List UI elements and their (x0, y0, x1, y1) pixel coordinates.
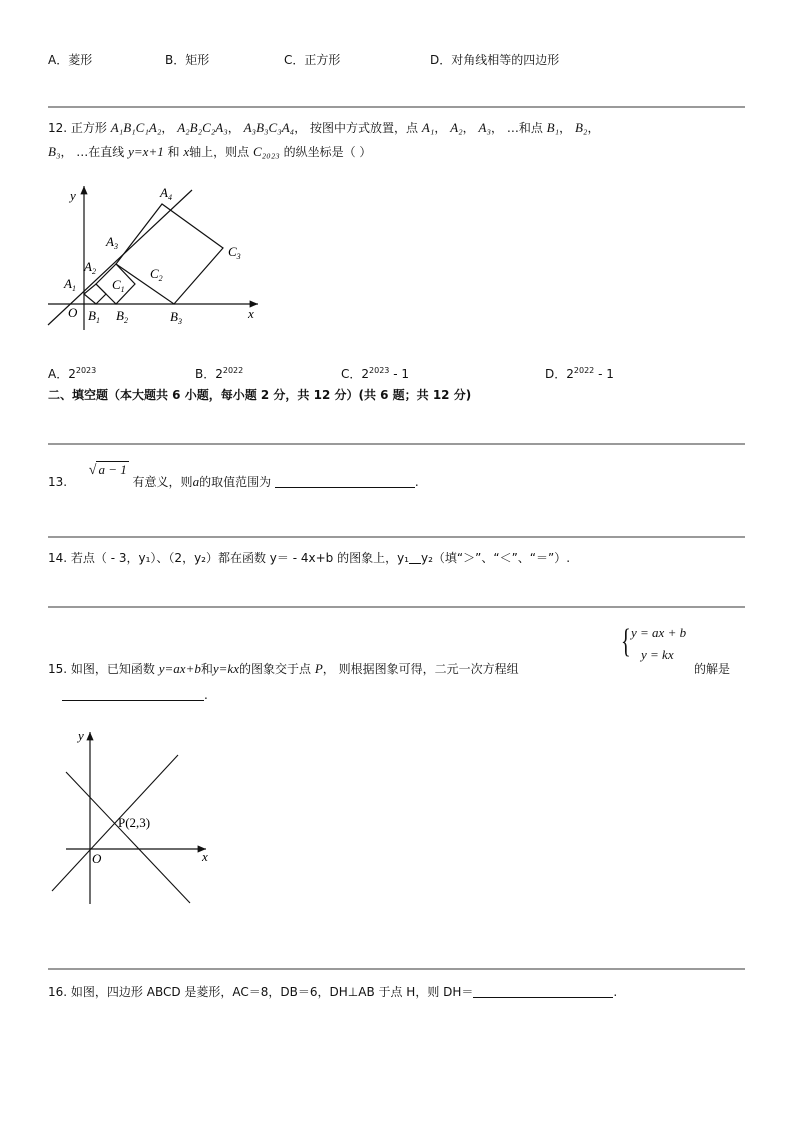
q15-figure (48, 728, 218, 908)
label-c1: $C_1$ (112, 277, 125, 294)
q12-stem-line1: 12. 正方形 A₁B₁C₁A₂， A₂B₂C₂A₃， A₃B₃C₃A₄， 按图中方式放置，点 A₁， A₂， A₃， …和点 B₁， B₂， (48, 120, 600, 135)
q15-answer-line: . (62, 688, 208, 702)
divider (48, 606, 745, 608)
q12-stem-line2: B₃， …在直线 y=x+1 和 x轴上，则点 C₂₀₂₃ 的纵坐标是（ ） (48, 144, 372, 159)
question-number: 14. (48, 551, 68, 565)
y-axis-label: y (78, 728, 84, 743)
square-3 (116, 204, 223, 304)
line-y-equals-ax-plus-b (66, 772, 190, 903)
origin-label: O (68, 305, 78, 320)
q14-stem: 14. 若点（ - 3，y₁）、（2，y₂）都在函数 y＝ - 4x+b 的图象上，y₁ y₂（填“＞”、“＜”、“＝”）. (48, 551, 571, 565)
q11-option-d: D．对角线相等的四边形 (430, 53, 560, 67)
label-a1: $A_1$ (64, 276, 76, 293)
q11-option-b: B．矩形 (165, 53, 210, 67)
label-a4: $A_4$ (160, 185, 172, 202)
answer-blank[interactable] (62, 688, 204, 701)
q11-option-c: C．正方形 (284, 53, 341, 67)
question-number: 15. (48, 662, 68, 676)
answer-blank[interactable] (409, 551, 421, 564)
q16-stem: 16. 如图，四边形 ABCD 是菱形，AC＝8，DB＝6，DH⊥AB 于点 H，则 DH＝ . (48, 985, 618, 999)
label-a2: $A_2$ (84, 259, 96, 276)
q12-option-d: D．$2^{2022} - 1$ (545, 366, 614, 381)
question-number: 12. (48, 121, 68, 135)
x-axis-label: x (248, 306, 254, 321)
q12-option-a: A．$2^{2023}$ (48, 366, 97, 381)
q12-option-b: B．$2^{2022}$ (195, 366, 244, 381)
equation-system: { y = ax + b y = kx (621, 623, 687, 662)
label-b1: $B_1$ (88, 308, 100, 325)
q12-option-c: C．$2^{2023} - 1$ (341, 366, 409, 381)
question-number: 13. (48, 475, 68, 489)
sqrt-expression: √ a − 1 (88, 462, 127, 478)
section-heading: 二、填空题（本大题共 6 小题，每小题 2 分，共 12 分）(共 6 题；共 12 分) (48, 388, 472, 402)
square-1 (84, 284, 106, 304)
point-p-label: P(2,3) (118, 815, 151, 830)
label-b2: $B_2$ (116, 308, 128, 325)
question-number: 16. (48, 985, 68, 999)
divider (48, 536, 745, 538)
answer-blank[interactable] (275, 475, 415, 488)
answer-blank[interactable] (473, 985, 613, 998)
origin-label: O (92, 851, 102, 866)
q12-figure (40, 180, 270, 332)
divider (48, 106, 745, 108)
divider (48, 443, 745, 445)
y-axis-label: y (70, 188, 76, 203)
q11-option-a: A．菱形 (48, 53, 93, 67)
divider (48, 968, 745, 970)
x-axis-label: x (202, 849, 208, 864)
label-c2: $C_2$ (150, 266, 163, 283)
label-c3: $C_3$ (228, 244, 241, 261)
q13-stem: 13. √ a − 1 有意义，则a的取值范围为 . (48, 462, 419, 489)
q15-stem-tail: 的解是 (694, 662, 731, 676)
label-a3: $A_3$ (106, 234, 118, 251)
q15-stem: 15. 如图，已知函数 y=ax+b和y=kx的图象交于点 P， 则根据图象可得，二元一次方程组 (48, 661, 519, 676)
label-b3: $B_3$ (170, 309, 182, 326)
